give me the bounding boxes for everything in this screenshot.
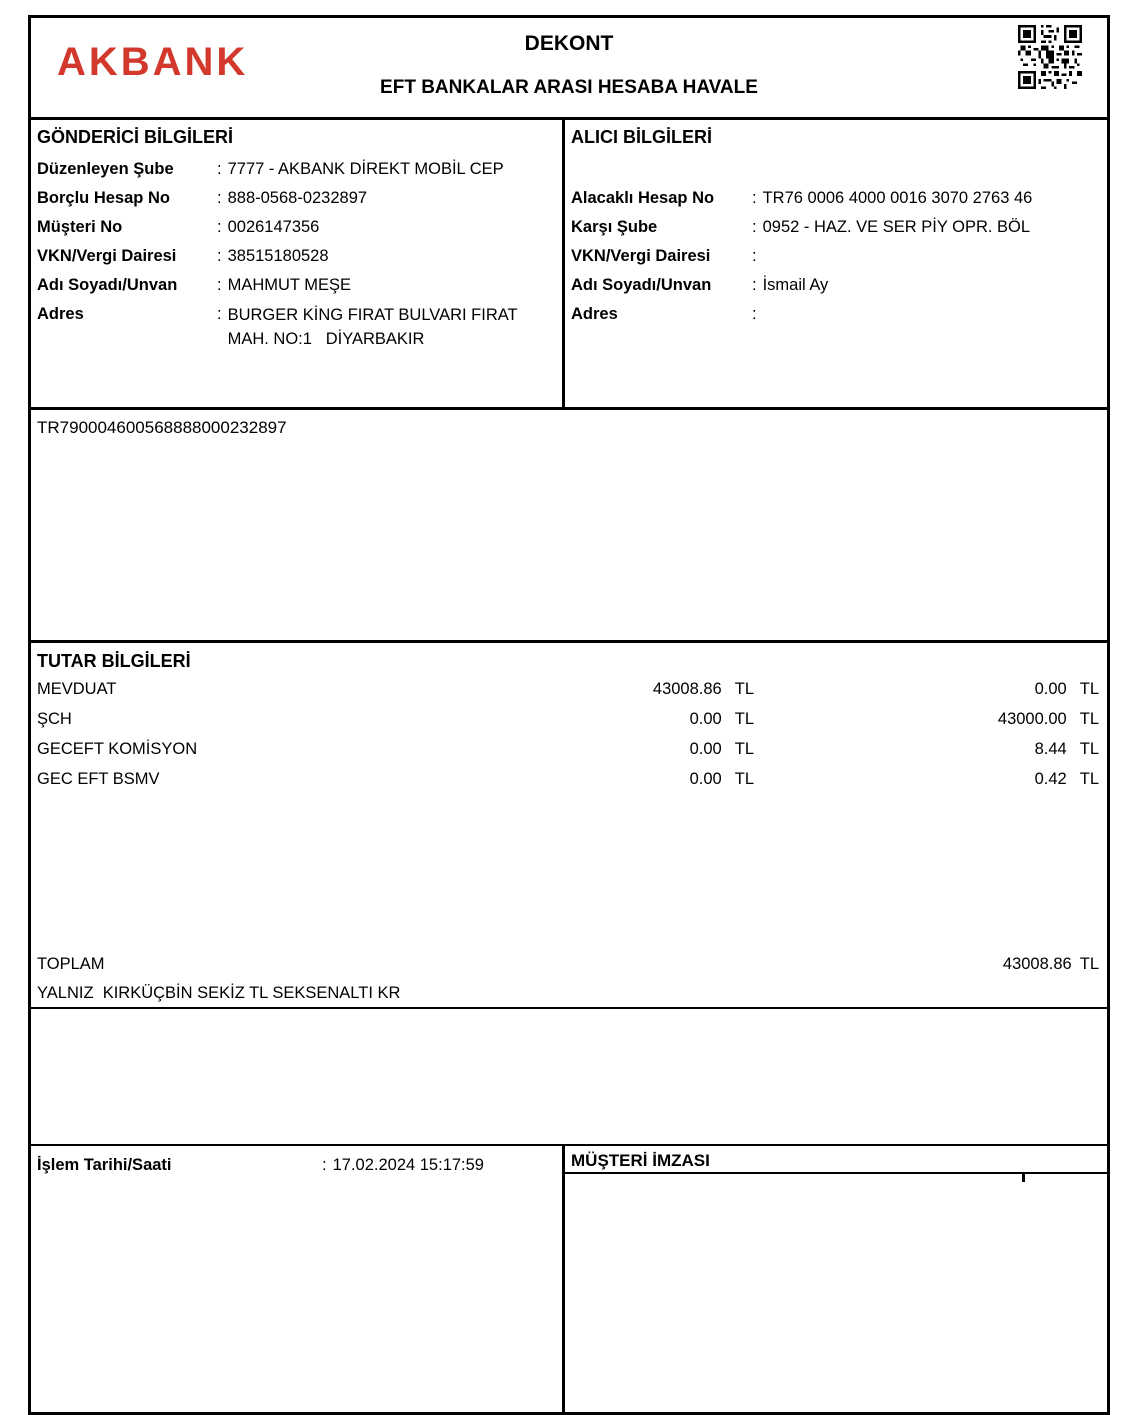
sender-row-customer-no	[37, 213, 558, 242]
field-separator: :	[217, 247, 222, 265]
field-separator: :	[217, 189, 222, 207]
total-amount	[754, 949, 1099, 979]
amount-label: ŞCH	[37, 710, 72, 728]
amount-value: 0.00	[689, 710, 722, 728]
amount-value: 0.00	[689, 770, 722, 788]
field-label: Müşteri No	[37, 218, 123, 236]
field-value: 38515180528	[227, 247, 329, 265]
amounts-section	[31, 643, 1107, 1009]
receipt-header	[31, 18, 1107, 120]
header-titles	[31, 18, 1107, 100]
document-title: DEKONT	[524, 32, 614, 55]
field-value: İsmail Ay	[762, 276, 829, 294]
footer-section	[31, 1146, 1107, 1412]
amount-value: 8.44	[1034, 740, 1067, 758]
field-label: Adres	[37, 305, 84, 323]
sender-row-debtor-account	[37, 184, 558, 213]
qr-code-icon	[1018, 25, 1082, 89]
sender-info-panel	[31, 120, 565, 407]
field-value: TR76 0006 4000 0016 3070 2763 46	[762, 189, 1033, 207]
credit-amount	[754, 734, 1099, 764]
debit-amount	[414, 704, 754, 734]
amount-value: 0.00	[689, 740, 722, 758]
amount-in-words: YALNIZ KIRKÜÇBİN SEKİZ TL SEKSENALTI KR	[37, 984, 401, 1002]
datetime-value: 17.02.2024 15:17:59	[332, 1156, 484, 1174]
receiver-row-counter-branch	[571, 213, 1103, 242]
sender-row-name	[37, 271, 558, 300]
currency-unit: TL	[1079, 770, 1099, 788]
field-label: VKN/Vergi Dairesi	[571, 247, 711, 265]
amount-value: 43008.86	[652, 680, 722, 698]
amounts-spacer	[37, 794, 1099, 949]
document-subtitle: EFT BANKALAR ARASI HESABA HAVALE	[380, 77, 758, 98]
field-separator: :	[752, 247, 757, 265]
receiver-info-panel	[565, 120, 1107, 407]
field-separator: :	[217, 305, 222, 323]
credit-amount	[754, 674, 1099, 704]
field-label: Düzenleyen Şube	[37, 160, 174, 178]
amount-label: GEC EFT BSMV	[37, 770, 160, 788]
sender-row-branch	[37, 155, 558, 184]
sender-row-address	[37, 300, 558, 351]
field-separator: :	[217, 160, 222, 178]
signature-label: MÜŞTERİ İMZASI	[565, 1150, 1107, 1174]
amount-value: 43008.86	[1002, 955, 1072, 973]
field-label: Karşı Şube	[571, 218, 658, 236]
receiver-blank-row	[571, 155, 1103, 184]
currency-unit: TL	[1079, 710, 1099, 728]
credit-amount	[754, 704, 1099, 734]
field-value: 0952 - HAZ. VE SER PİY OPR. BÖL	[762, 218, 1031, 236]
field-label: VKN/Vergi Dairesi	[37, 247, 177, 265]
amount-label: MEVDUAT	[37, 680, 117, 698]
currency-unit: TL	[734, 770, 754, 788]
field-label: Adı Soyadı/Unvan	[37, 276, 178, 294]
amounts-title: TUTAR BİLGİLERİ	[37, 651, 191, 671]
field-separator: :	[217, 276, 222, 294]
field-label: Adı Soyadı/Unvan	[571, 276, 712, 294]
field-separator: :	[752, 189, 757, 207]
currency-unit: TL	[734, 740, 754, 758]
currency-unit: TL	[1079, 740, 1099, 758]
field-value: 7777 - AKBANK DİREKT MOBİL CEP	[227, 160, 504, 178]
parties-section	[31, 120, 1107, 410]
receipt-outer-frame	[28, 15, 1110, 1415]
currency-unit: TL	[734, 680, 754, 698]
sender-row-tax-id	[37, 242, 558, 271]
receiver-title: ALICI BİLGİLERİ	[571, 127, 712, 147]
sender-iban-reference: TR790004600568888000232897	[37, 418, 287, 437]
field-separator: :	[752, 276, 757, 294]
datetime-label: İşlem Tarihi/Saati	[37, 1156, 172, 1174]
field-separator: :	[322, 1156, 327, 1174]
amount-label: GECEFT KOMİSYON	[37, 740, 198, 758]
amount-row-geceft-komisyon	[37, 734, 1099, 764]
customer-signature-cell	[565, 1146, 1107, 1412]
receiver-row-tax-id	[571, 242, 1103, 271]
receiver-row-name	[571, 271, 1103, 300]
field-value: BURGER KİNG FIRAT BULVARI FIRAT MAH. NO:1 DİYARBAKIR	[227, 306, 522, 348]
sender-title: GÖNDERİCİ BİLGİLERİ	[37, 127, 234, 147]
debit-amount	[414, 764, 754, 794]
amount-row-mevduat	[37, 674, 1099, 704]
debit-amount	[414, 734, 754, 764]
field-value: MAHMUT MEŞE	[227, 276, 352, 294]
blank-section	[31, 1009, 1107, 1146]
field-value: 888-0568-0232897	[227, 189, 368, 207]
amount-value: 43000.00	[997, 710, 1067, 728]
field-label: Adres	[571, 305, 618, 323]
currency-unit: TL	[1079, 955, 1099, 973]
credit-amount	[754, 764, 1099, 794]
total-label: TOPLAM	[37, 955, 105, 973]
field-separator: :	[752, 305, 757, 323]
currency-unit: TL	[1079, 680, 1099, 698]
amount-row-sch	[37, 704, 1099, 734]
field-separator: :	[752, 218, 757, 236]
akbank-logo: AKBANK	[57, 40, 249, 84]
receiver-row-address	[571, 300, 1103, 329]
amount-value: 0.00	[1034, 680, 1067, 698]
amount-value: 0.42	[1034, 770, 1067, 788]
field-label: Borçlu Hesap No	[37, 189, 170, 207]
total-row	[37, 949, 1099, 979]
field-label: Alacaklı Hesap No	[571, 189, 715, 207]
field-separator: :	[217, 218, 222, 236]
receiver-row-creditor-account	[571, 184, 1103, 213]
debit-amount	[414, 674, 754, 704]
field-value: 0026147356	[227, 218, 320, 236]
transaction-datetime-cell	[31, 1146, 565, 1412]
signature-box-divider	[1022, 1172, 1025, 1182]
currency-unit: TL	[734, 710, 754, 728]
reference-section	[31, 410, 1107, 643]
amount-row-gec-eft-bsmv	[37, 764, 1099, 794]
